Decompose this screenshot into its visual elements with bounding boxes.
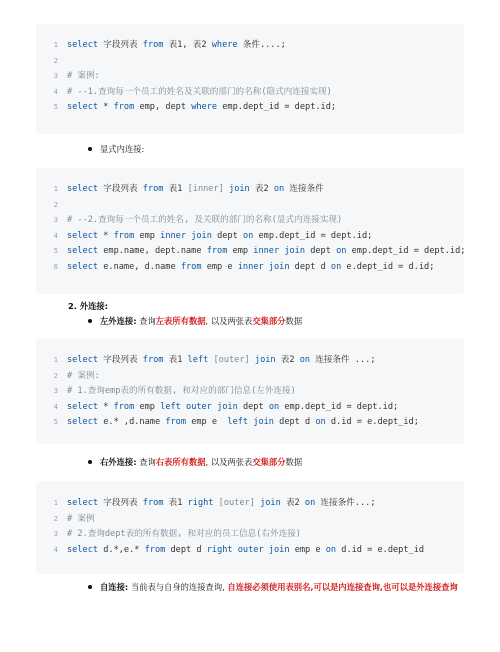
code-text: d.id = e.dept_id; xyxy=(330,417,419,428)
code-text: dept xyxy=(217,230,243,241)
code-keyword: select xyxy=(67,246,104,257)
code-keyword: from xyxy=(142,184,169,194)
code-keyword: on xyxy=(315,417,331,428)
bullet-label: 自连接: xyxy=(100,582,129,592)
code-keyword: from xyxy=(142,498,169,508)
bullet-text: 数据 xyxy=(285,457,303,467)
code-keyword: select xyxy=(67,184,104,194)
code-comment: # 案例 xyxy=(67,513,95,524)
bullet-dot xyxy=(88,460,92,464)
code-text: d.id = e.dept_id xyxy=(341,544,425,555)
code-keyword: from xyxy=(206,246,233,257)
code-keyword: from xyxy=(113,102,140,113)
bullet-label: 左外连接: xyxy=(100,316,137,326)
code-keyword: from xyxy=(180,262,207,272)
code-text: dept xyxy=(310,246,337,257)
code-text: emp.dept_id = dept.id; xyxy=(258,230,373,241)
code-keyword: on xyxy=(268,401,285,412)
code-keyword: right outer join xyxy=(206,544,295,555)
code-keyword: join xyxy=(260,498,286,508)
code-text: 连接条件...; xyxy=(320,498,376,508)
line-number: 2 xyxy=(53,371,58,380)
section-heading-outer-join: 2. 外连接: xyxy=(68,301,109,311)
code-line xyxy=(36,384,296,398)
code-text: emp.dept_id = dept.id; xyxy=(284,401,399,412)
code-text: dept d xyxy=(294,262,331,272)
code-text: emp e xyxy=(191,417,228,428)
code-line xyxy=(36,198,67,212)
code-comment: [outer] xyxy=(218,498,261,508)
code-text: emp e xyxy=(294,544,326,555)
code-text: 字段列表 xyxy=(103,40,143,50)
code-keyword: on xyxy=(336,246,352,257)
code-keyword: join xyxy=(254,355,281,365)
code-comment: # 2.查询dept表的所有数据, 和对应的员工信息(右外连接) xyxy=(67,529,301,540)
code-text: 条件.... xyxy=(242,40,281,50)
code-comment: [inner] xyxy=(187,184,230,194)
code-keyword: select xyxy=(67,230,104,241)
code-text: * xyxy=(103,102,114,113)
code-text: 表1 xyxy=(168,184,188,194)
code-keyword: left join xyxy=(227,417,280,428)
code-keyword: from xyxy=(113,230,140,241)
code-comment: # --1.查询每一个员工的姓名及关联的部门的名称(隐式内连接实现) xyxy=(67,86,332,97)
code-text: dept d xyxy=(279,417,316,428)
line-number: 4 xyxy=(53,545,58,554)
code-keyword: select xyxy=(67,355,104,365)
code-keyword: left xyxy=(187,355,214,365)
code-line xyxy=(36,353,376,367)
code-keyword: on xyxy=(304,498,321,508)
code-text: 表1, 表2 xyxy=(168,40,212,50)
line-number: 1 xyxy=(53,185,58,193)
line-number: 3 xyxy=(53,387,58,396)
bullet-text: 显式内连接: xyxy=(100,144,145,154)
code-keyword: from xyxy=(165,417,192,428)
code-line xyxy=(36,85,332,99)
code-line xyxy=(36,229,372,243)
code-text: 连接条件 ...; xyxy=(315,355,376,365)
code-keyword: join xyxy=(229,184,255,194)
bullet-text: , 以及两张表 xyxy=(205,457,253,467)
code-line xyxy=(36,415,419,429)
code-block-explicit-inner-join xyxy=(36,168,464,294)
code-text: emp.dept_id = dept.id; xyxy=(351,246,466,257)
code-text: * xyxy=(103,401,114,412)
code-text: emp xyxy=(139,230,161,241)
bullet-left-outer-join xyxy=(88,315,302,327)
code-line xyxy=(36,400,398,414)
code-keyword: on xyxy=(299,355,316,365)
line-number: 3 xyxy=(53,216,58,225)
highlight-text: 交集部分 xyxy=(252,316,286,326)
bullet-self-join xyxy=(88,581,458,593)
line-number: 4 xyxy=(53,231,58,240)
code-text: d.*,e.* xyxy=(103,544,145,555)
code-line xyxy=(36,496,376,510)
code-text: emp xyxy=(139,401,161,412)
code-comment: [outer] xyxy=(213,355,255,365)
line-number: 5 xyxy=(53,103,58,112)
bullet-text: 查询 xyxy=(136,316,156,326)
line-number: 1 xyxy=(53,356,58,364)
line-number: 5 xyxy=(53,418,58,427)
code-text: emp xyxy=(232,246,254,257)
code-keyword: on xyxy=(330,262,347,272)
code-keyword: inner join xyxy=(160,230,218,241)
line-number: 4 xyxy=(53,402,58,411)
bullet-text: 数据 xyxy=(285,316,303,326)
code-line xyxy=(36,38,286,52)
code-text: emp, dept xyxy=(139,102,192,113)
code-keyword: left outer join xyxy=(160,401,243,412)
code-text: emp.name, dept.name xyxy=(103,246,207,257)
code-comment: # 案例: xyxy=(67,71,100,82)
line-number: 6 xyxy=(53,263,58,271)
code-keyword: from xyxy=(144,544,171,555)
line-number: 3 xyxy=(53,72,58,81)
code-keyword: select xyxy=(67,417,104,428)
code-text: * xyxy=(103,230,114,241)
code-text: e.* ,d.name xyxy=(103,417,166,428)
code-keyword: select xyxy=(67,498,104,508)
bullet-explicit-inner-join xyxy=(88,143,144,155)
line-number: 2 xyxy=(53,514,58,523)
code-keyword: select xyxy=(67,102,104,113)
line-number: 5 xyxy=(53,247,58,256)
code-text: dept d xyxy=(170,544,207,555)
code-keyword: from xyxy=(113,401,140,412)
line-number: 1 xyxy=(53,41,58,49)
code-line xyxy=(36,54,67,68)
code-text: emp e xyxy=(206,262,238,272)
bullet-dot xyxy=(88,147,92,151)
highlight-text: 右表所有数据 xyxy=(155,457,206,467)
code-keyword: where xyxy=(191,102,223,113)
code-text: e.name, d.name xyxy=(103,262,181,272)
code-text: dept xyxy=(242,401,269,412)
code-keyword: select xyxy=(67,40,104,50)
bullet-dot xyxy=(88,585,92,589)
code-line xyxy=(36,527,301,541)
code-keyword: from xyxy=(142,40,169,50)
bullet-text: 查询 xyxy=(136,457,156,467)
code-text: 表2 xyxy=(280,355,300,365)
code-line xyxy=(36,69,100,83)
code-text: 表2 xyxy=(254,184,274,194)
code-text: 表1 xyxy=(168,355,188,365)
line-number: 2 xyxy=(53,200,58,209)
code-block-implicit-inner-join xyxy=(36,24,464,134)
code-line xyxy=(36,512,95,526)
code-keyword: on xyxy=(242,230,259,241)
code-comment: # 1.查询emp表的所有数据, 和对应的部门信息(左外连接) xyxy=(67,386,296,397)
code-line xyxy=(36,100,336,114)
bullet-right-outer-join xyxy=(88,456,302,468)
code-line xyxy=(36,543,424,557)
code-text: e.dept_id = d.id; xyxy=(346,262,435,272)
code-keyword: on xyxy=(325,544,342,555)
code-keyword: select xyxy=(67,544,104,555)
code-keyword: right xyxy=(187,498,219,508)
bullet-dot xyxy=(88,319,92,323)
bullet-text: , 以及两张表 xyxy=(205,316,253,326)
code-keyword: inner join xyxy=(237,262,295,272)
code-text: 表2 xyxy=(285,498,305,508)
highlight-text: 左表所有数据 xyxy=(155,316,206,326)
code-keyword: from xyxy=(142,355,169,365)
code-comment: # 案例: xyxy=(67,370,100,381)
line-number: 3 xyxy=(53,530,58,539)
code-keyword: select xyxy=(67,262,104,272)
code-text: 字段列表 xyxy=(103,355,143,365)
code-text: emp.dept_id = dept.id; xyxy=(222,102,337,113)
code-line xyxy=(36,213,342,227)
code-text: ; xyxy=(280,40,286,50)
highlight-text: 交集部分 xyxy=(252,457,286,467)
line-number: 1 xyxy=(53,499,58,507)
code-line xyxy=(36,182,324,196)
code-line xyxy=(36,244,465,258)
code-keyword: select xyxy=(67,401,104,412)
code-keyword: on xyxy=(273,184,290,194)
bullet-text: 当前表与自身的连接查询, xyxy=(128,582,228,592)
code-line xyxy=(36,369,100,383)
line-number: 4 xyxy=(53,87,58,96)
code-block-left-outer-join xyxy=(36,339,464,444)
code-keyword: inner join xyxy=(253,246,311,257)
code-text: 连接条件 xyxy=(289,184,324,194)
highlight-text: 自连接必须使用表别名,可以是内连接查询,也可以是外连接查询 xyxy=(227,582,458,592)
code-comment: # --2.查询每一个员工的姓名, 及关联的部门的名称(显式内连接实现) xyxy=(67,215,343,226)
bullet-label: 右外连接: xyxy=(100,457,137,467)
code-block-right-outer-join xyxy=(36,481,464,574)
line-number: 2 xyxy=(53,56,58,65)
code-text: 表1 xyxy=(168,498,188,508)
code-keyword: where xyxy=(211,40,243,50)
code-text: 字段列表 xyxy=(103,498,143,508)
code-text: 字段列表 xyxy=(103,184,143,194)
code-line xyxy=(36,260,434,274)
